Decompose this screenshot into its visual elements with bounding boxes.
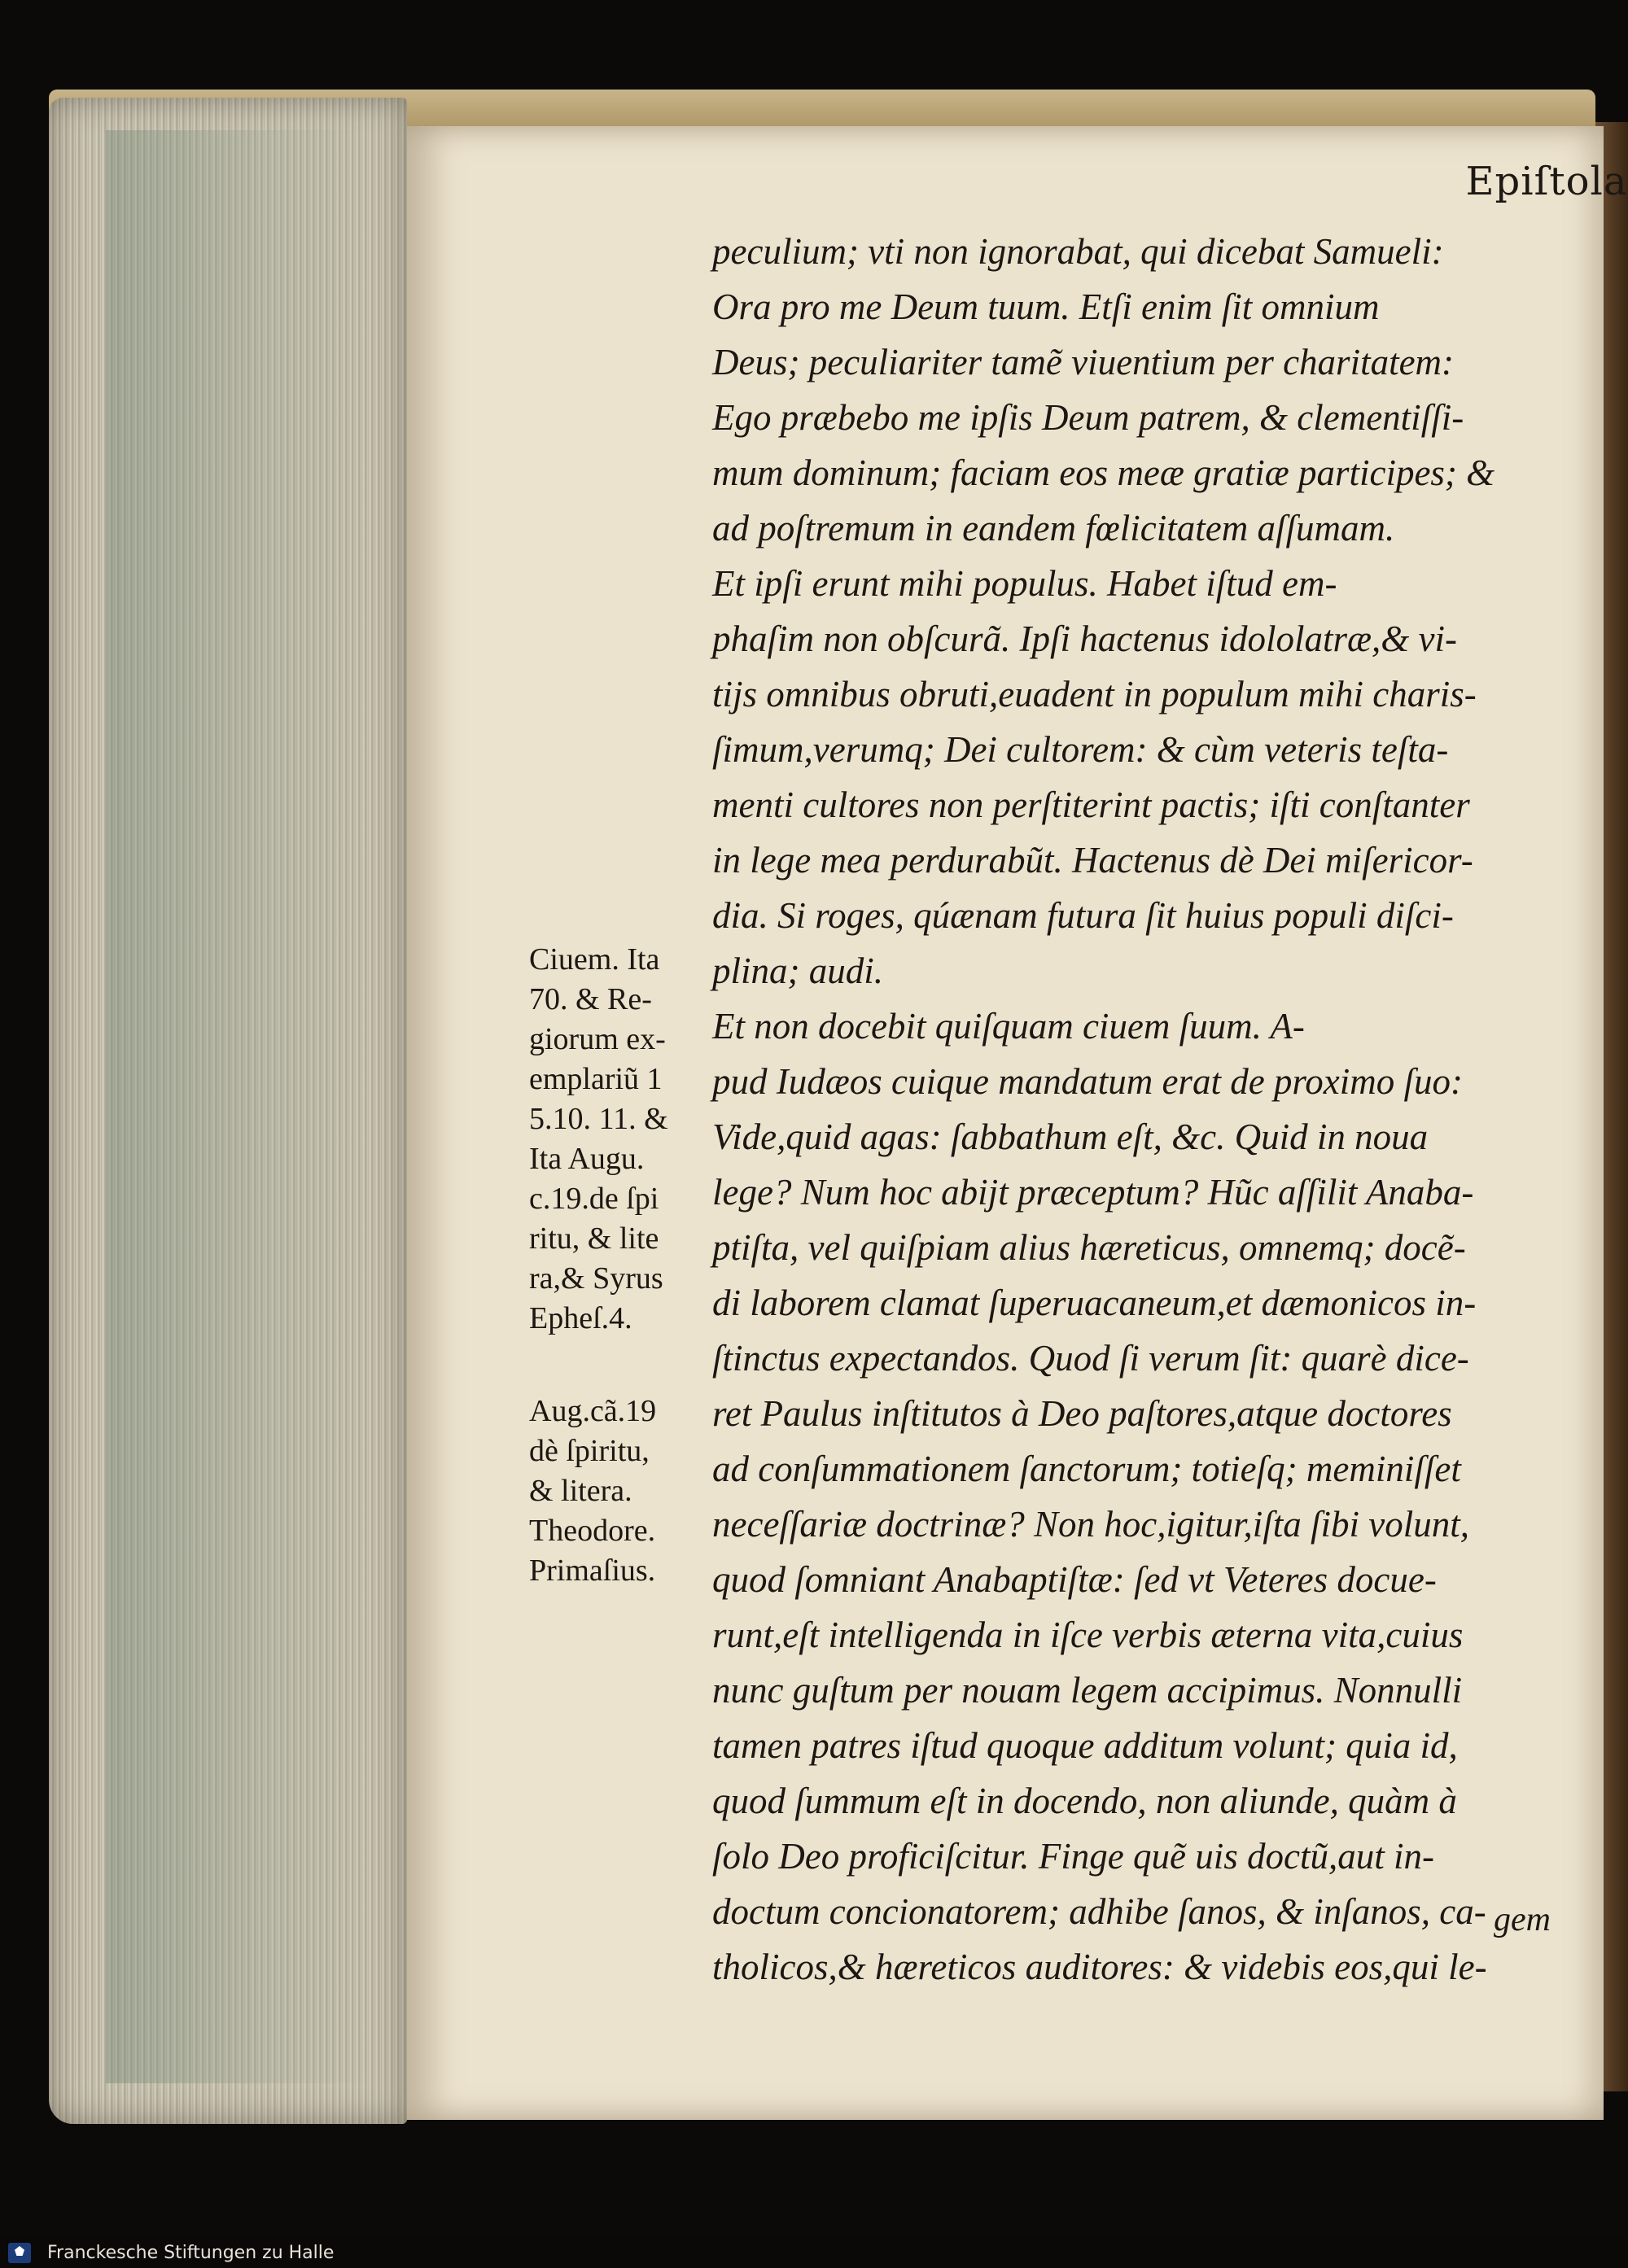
text-line: quod ſomniant Anabaptiſtæ: ſed vt Veteres docue-: [712, 1559, 1437, 1600]
margin-note-augustine: [529, 1392, 712, 1591]
footer-bar: [0, 2238, 1628, 2268]
text-line: tijs omnibus obruti,euadent in populum mihi charis-: [712, 674, 1477, 714]
margin-note-line: Aug.cã.19: [529, 1394, 657, 1428]
text-line: mum dominum; faciam eos meæ gratiæ participes; &: [712, 452, 1495, 493]
margin-note-line: ritu, & lite: [529, 1221, 659, 1256]
catchword: gem: [1494, 1901, 1551, 1938]
text-line: ſolo Deo proficiſcitur. Finge quẽ uis doctũ,aut in-: [712, 1836, 1434, 1877]
text-line: neceſſariæ doctrinæ? Non hoc,igitur,iſta ſibi volunt,: [712, 1504, 1469, 1545]
margin-note-line: ra,& Syrus: [529, 1261, 663, 1296]
margin-note-line: Ciuem. Ita: [529, 942, 660, 977]
text-line: Ego præbebo me ipſis Deum patrem, & clementiſſi-: [712, 397, 1464, 438]
institution-name: Franckesche Stiftungen zu Halle: [47, 2243, 335, 2263]
text-line: in lege mea perdurabũt. Hactenus dè Dei miſericor-: [712, 840, 1473, 881]
body-text: [712, 224, 1547, 1995]
margin-note-line: c.19.de ſpi: [529, 1182, 659, 1216]
margin-note-line: Primaſius.: [529, 1554, 656, 1588]
margin-note-line: 70. & Re-: [529, 982, 652, 1016]
book-page: [407, 126, 1628, 2120]
institution-logo-icon: [8, 2243, 31, 2263]
text-line: Deus; peculiariter tamẽ viuentium per charitatem:: [712, 342, 1455, 382]
margin-note-line: & litera.: [529, 1474, 632, 1508]
page-edge-tint: [106, 130, 374, 2083]
running-head: Epiſtola: [1465, 159, 1628, 204]
margin-note-line: dè ſpiritu,: [529, 1434, 650, 1468]
margin-note-ciuem: [529, 940, 712, 1339]
margin-note-line: emplariũ 1: [529, 1062, 663, 1096]
margin-note-line: giorum ex-: [529, 1022, 666, 1056]
margin-note-line: Epheſ.4.: [529, 1301, 632, 1335]
text-line: ret Paulus inſtitutos à Deo paſtores,atque doctores: [712, 1393, 1452, 1434]
text-line: pud Iudæos cuique mandatum erat de proximo ſuo:: [712, 1061, 1463, 1102]
text-line: ſimum,verumq; Dei cultorem: & cùm veteris teſta-: [712, 729, 1449, 770]
text-line: peculium; vti non ignorabat, qui dicebat Samueli:: [712, 231, 1444, 272]
text-line: ptiſta, vel quiſpiam alius hæreticus, omnemq; docẽ-: [712, 1227, 1466, 1268]
text-line: lege? Num hoc abijt præceptum? Hũc aſſilit Anaba-: [712, 1172, 1474, 1213]
text-line: ſtinctus expectandos. Quod ſi verum ſit: quarè dice-: [712, 1338, 1469, 1379]
text-line: Vide,quid agas: ſabbathum eſt, &c. Quid in noua: [712, 1117, 1429, 1157]
margin-note-line: Ita Augu.: [529, 1142, 645, 1176]
text-line: di laborem clamat ſuperuacaneum,et dæmonicos in-: [712, 1283, 1477, 1323]
text-line: nunc guſtum per nouam legem accipimus. Nonnulli: [712, 1670, 1463, 1711]
text-line: doctum concionatorem; adhibe ſanos, & inſanos, ca-: [712, 1891, 1486, 1932]
text-line: dia. Si roges, qúænam futura ſit huius populi diſci-: [712, 895, 1454, 936]
page-stack-edge: [49, 98, 407, 2124]
text-line: runt,eſt intelligenda in iſce verbis æterna vita,cuius: [712, 1615, 1464, 1655]
margin-note-line: 5.10. 11. &: [529, 1102, 668, 1136]
text-line: plina; audi.: [712, 950, 883, 991]
text-line: menti cultores non perſtiterint pactis; iſti conſtanter: [712, 784, 1470, 825]
text-line: Ora pro me Deum tuum. Etſi enim ſit omnium: [712, 286, 1380, 327]
text-line: tamen patres iſtud quoque additum volunt; quia id,: [712, 1725, 1458, 1766]
text-line: tholicos,& hæreticos auditores: & videbis eos,qui le-: [712, 1947, 1487, 1987]
text-line: ad poſtremum in eandem fœlicitatem aſſumam.: [712, 508, 1395, 548]
text-line: quod ſummum eſt in docendo, non aliunde, quàm à: [712, 1781, 1457, 1821]
text-line: phaſim non obſcurã. Ipſi hactenus idololatræ,& vi-: [712, 618, 1457, 659]
text-line: Et non docebit quiſquam ciuem ſuum. A-: [712, 1006, 1305, 1047]
text-line: Et ipſi erunt mihi populus. Habet iſtud em-: [712, 563, 1337, 604]
margin-note-line: Theodore.: [529, 1514, 656, 1548]
text-line: ad conſummationem ſanctorum; totieſq; meminiſſet: [712, 1449, 1461, 1489]
